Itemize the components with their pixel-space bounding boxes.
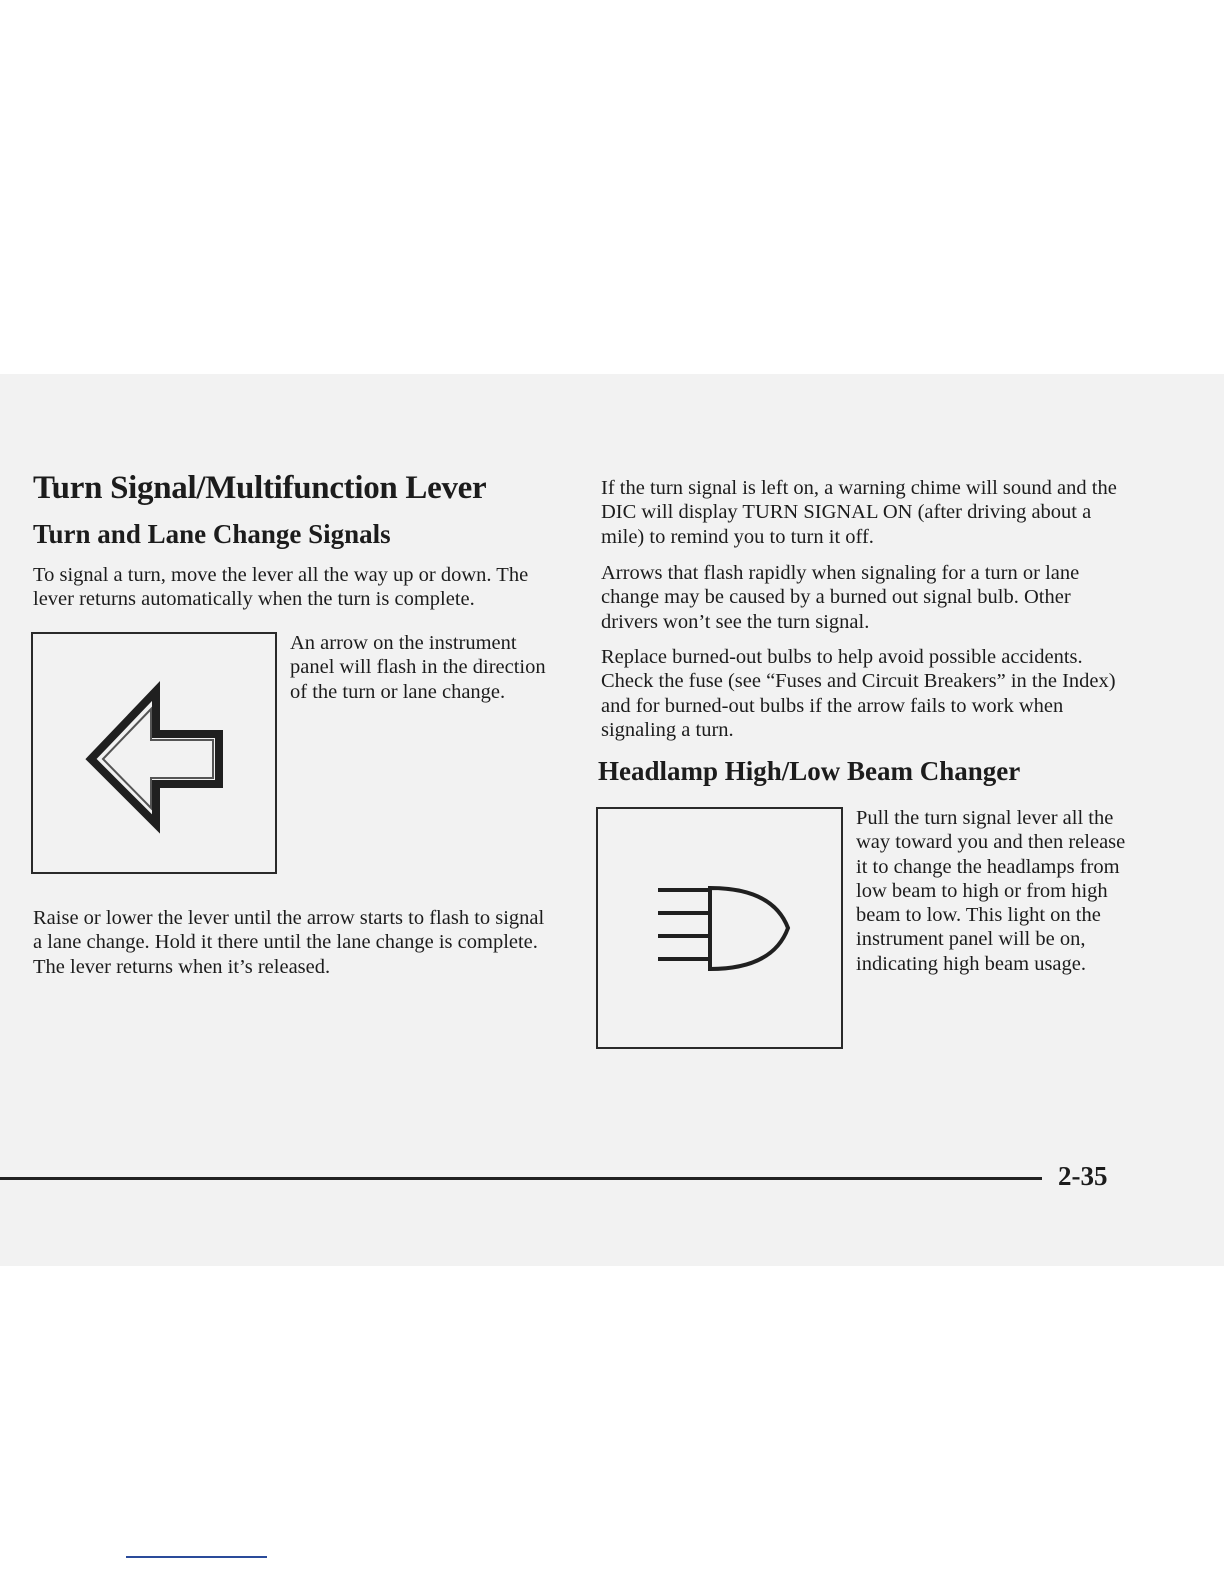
left-arrow-icon	[33, 634, 275, 872]
paragraph-signal-turn: To signal a turn, move the lever all the way up or down. The lever returns automatically when the turn is complete.	[33, 564, 529, 611]
paragraph-replace-bulbs: Replace burned-out bulbs to help avoid possible accidents. Check the fuse (see “Fuses and Circuit Breakers” in the Index) and for burned-out bulbs if the arrow fails to work when signaling a turn.	[601, 646, 1116, 741]
arrow-caption: An arrow on the instrument panel will flash in the direction of the turn or lane change.	[290, 632, 546, 703]
subsection-title-turn-lane: Turn and Lane Change Signals	[33, 519, 391, 549]
paragraph-warning-chime: If the turn signal is left on, a warning chime will sound and the DIC will display TURN SIGNAL ON (after driving about a mile) to remind you to turn it off.	[601, 477, 1117, 548]
high-beam-icon	[598, 809, 841, 1047]
paragraph-rapid-arrows: Arrows that flash rapidly when signaling for a turn or lane change may be caused by a burned out signal bulb. Other drivers won’t see the turn signal.	[601, 562, 1080, 633]
page-number: 2-35	[1058, 1161, 1108, 1191]
beam-caption: Pull the turn signal lever all the way toward you and then release it to change the headlamps from low beam to high or from high beam to low. This light on the instrument panel will be on, indicating high beam usage.	[856, 807, 1126, 975]
footer-rule	[0, 1177, 1042, 1180]
high-beam-figure	[596, 807, 843, 1049]
paragraph-lane-change: Raise or lower the lever until the arrow starts to flash to signal a lane change. Hold it there until the lane change is complete. The lever returns when it’s released.	[33, 907, 545, 978]
subsection-title-headlamp: Headlamp High/Low Beam Changer	[598, 756, 1021, 786]
bottom-link-underline	[126, 1556, 267, 1558]
turn-arrow-figure	[31, 632, 277, 874]
section-title: Turn Signal/Multifunction Lever	[33, 470, 487, 506]
